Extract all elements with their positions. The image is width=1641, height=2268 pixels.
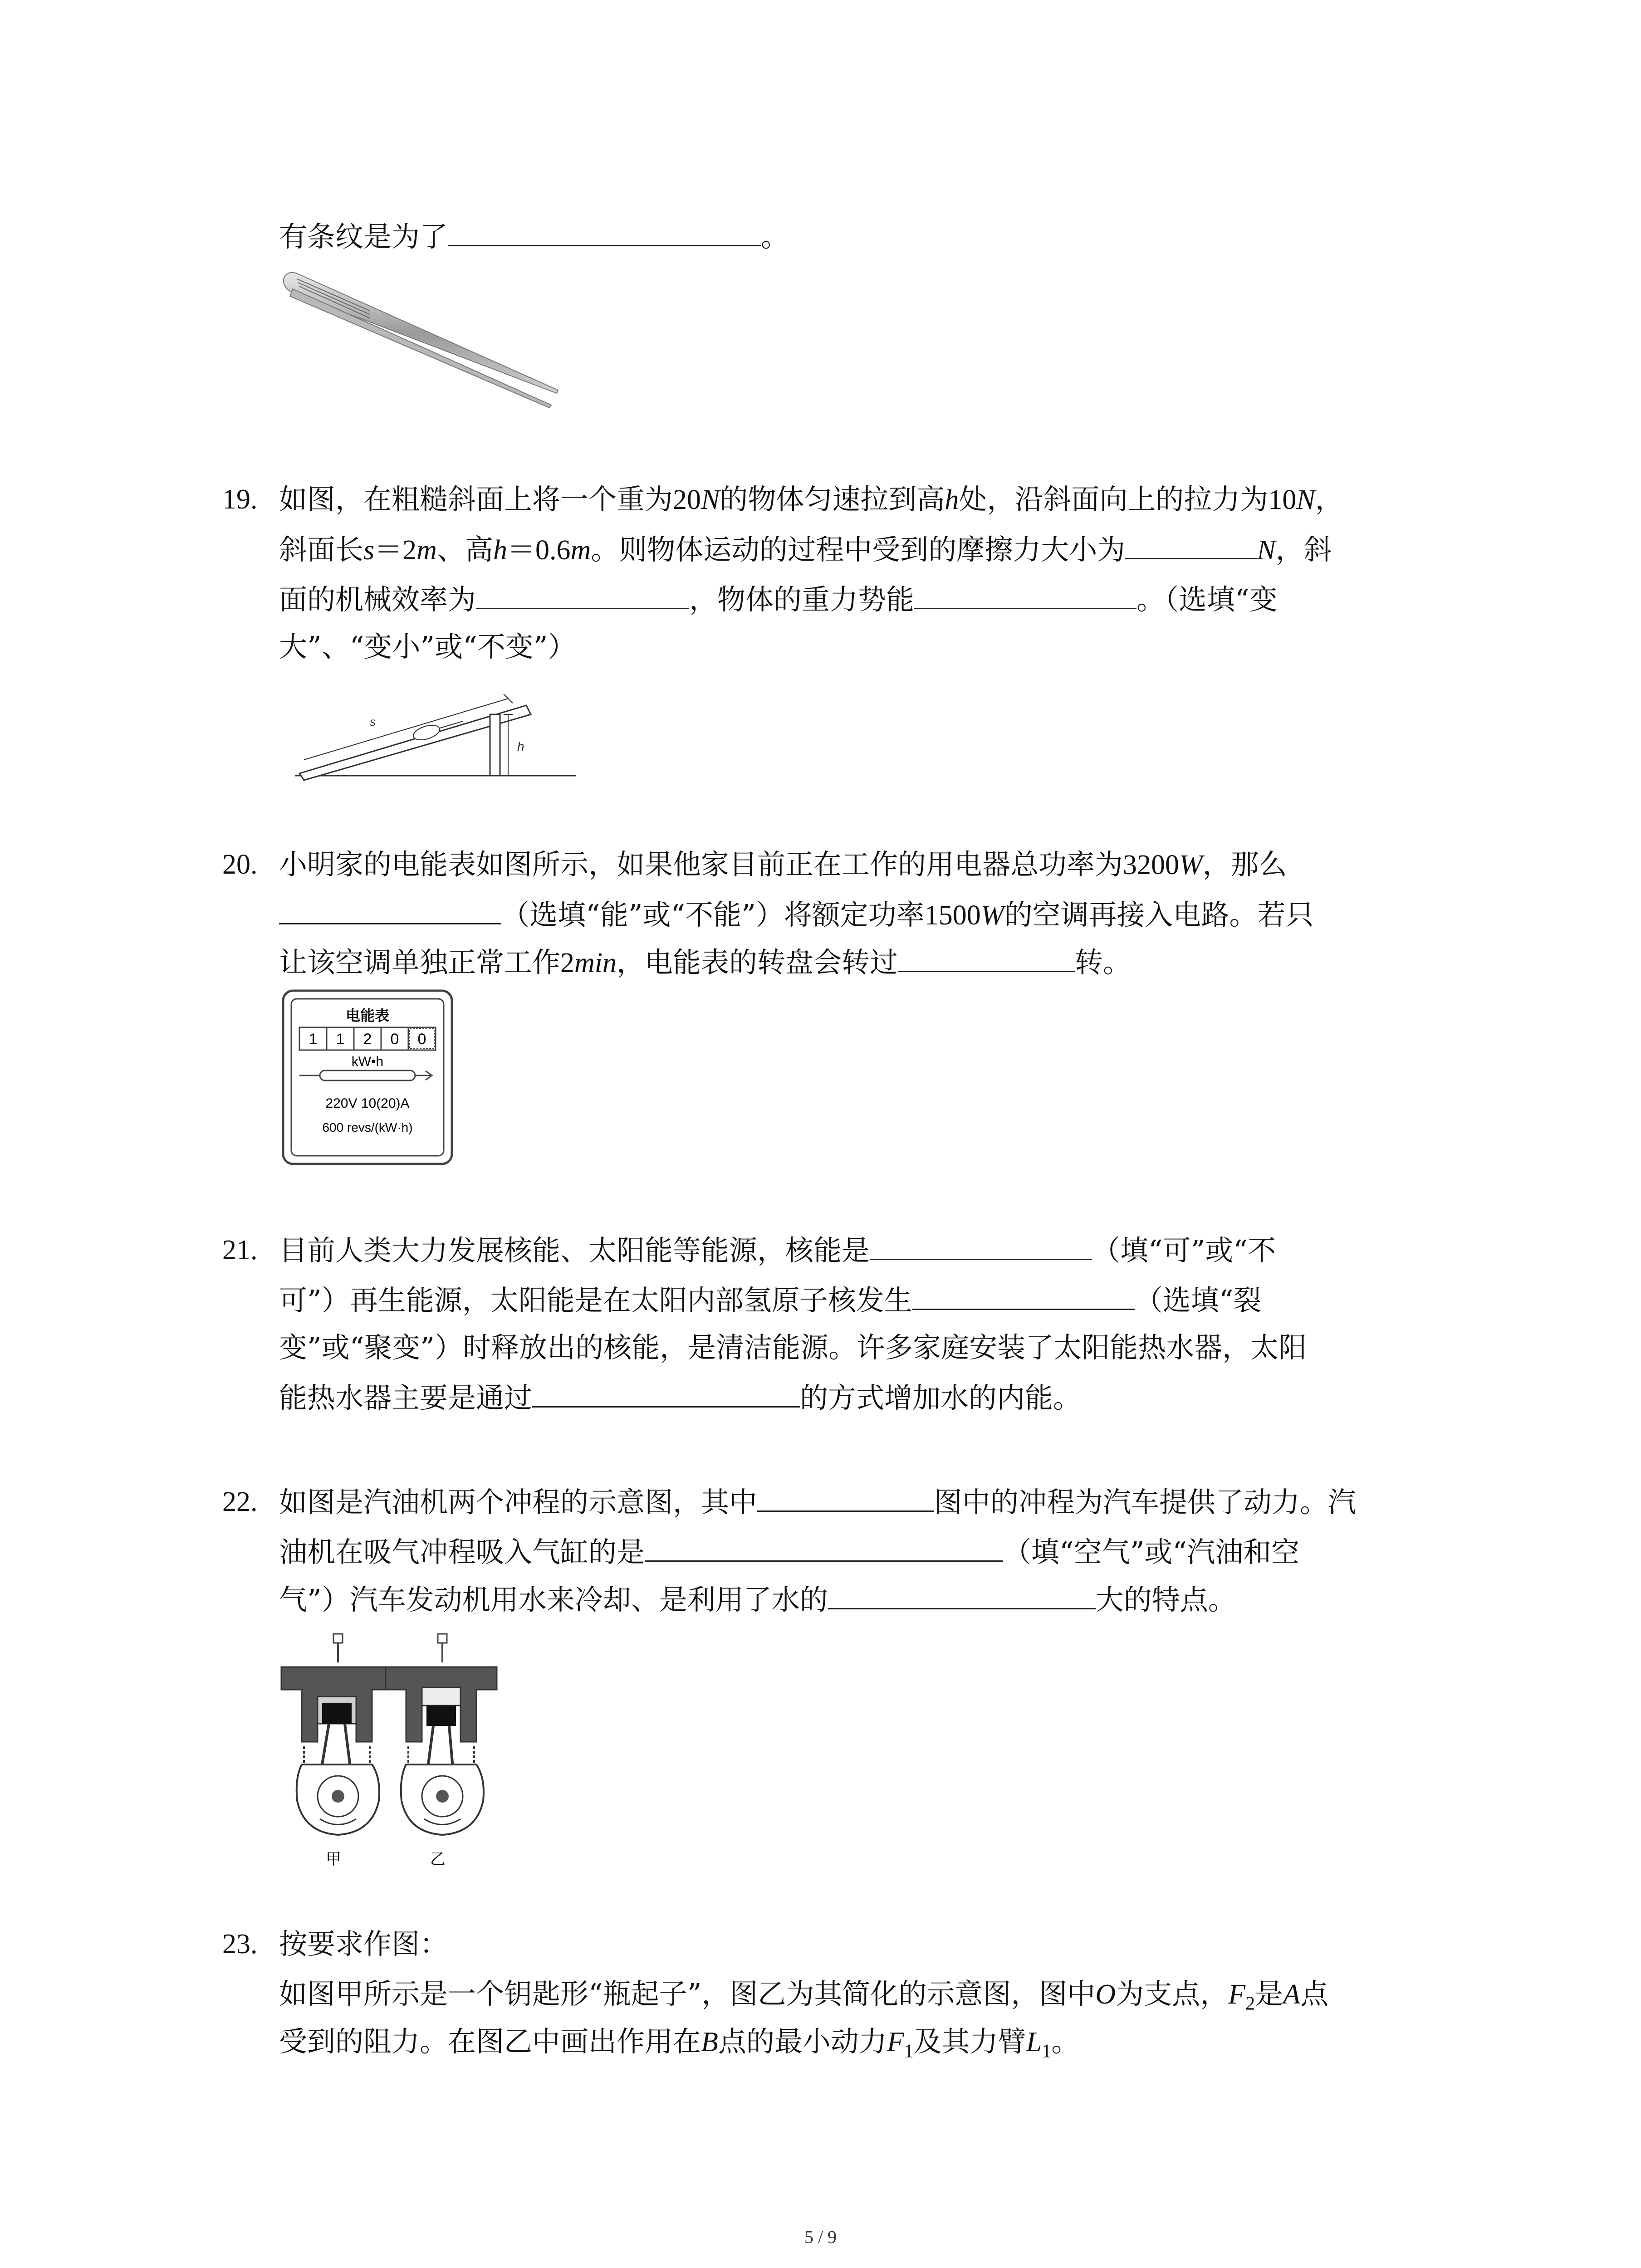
t: 10 <box>1268 484 1297 515</box>
q22-property-blank[interactable] <box>828 1585 1096 1609</box>
q20-can-connect-blank[interactable] <box>279 900 501 924</box>
t: O <box>1095 1979 1116 2010</box>
t: 是 <box>1255 1977 1283 2010</box>
t: 。 <box>1051 2025 1080 2058</box>
t: 斜面长 <box>279 533 364 566</box>
t: ，电能表的转盘会转过 <box>617 946 898 979</box>
t: L <box>1026 2027 1042 2058</box>
q21-fission-fusion-blank[interactable] <box>912 1286 1135 1310</box>
t: 面的机械效率为 <box>279 583 476 616</box>
t: 1500 <box>924 900 981 931</box>
t: 、高 <box>436 533 493 566</box>
q21-number: 21. <box>222 1235 258 1266</box>
q19-efficiency-blank[interactable] <box>476 585 689 609</box>
t: W <box>980 900 1004 931</box>
t: 的空调再接入电路。若只 <box>1004 898 1314 931</box>
q20-line-1 <box>279 850 1287 879</box>
t: 图中的冲程为汽车提供了动力。汽 <box>934 1486 1357 1519</box>
meter-rating: 220V 10(20)A <box>325 1096 410 1111</box>
t: min <box>574 948 617 978</box>
q18-line <box>279 222 789 251</box>
tweezers-figure <box>279 261 569 415</box>
t: 1 <box>1042 2041 1052 2062</box>
t: h <box>493 535 507 566</box>
q19-line-4: 大”、“变小”或“不变”） <box>279 630 576 663</box>
incline-figure <box>290 671 581 789</box>
t: m <box>570 535 591 566</box>
q21-method-blank[interactable] <box>532 1383 800 1408</box>
t: 处，沿斜面向上的拉力为 <box>959 483 1269 516</box>
t: 。（选填“变 <box>1136 583 1278 616</box>
q23-line-3 <box>279 2025 1080 2062</box>
t: 如图，在粗糙斜面上将一个重为 <box>279 483 673 516</box>
q19-number: 19. <box>222 484 258 515</box>
q20-line-3 <box>279 948 1131 977</box>
t: （选填“裂 <box>1134 1284 1262 1317</box>
t: ，斜 <box>1275 533 1332 566</box>
q19-line-1 <box>279 485 1343 514</box>
q22-number: 22. <box>222 1486 258 1517</box>
t: 如图甲所示是一个钥匙形“瓶起子”，图乙为其简化的示意图，图中 <box>279 1977 1096 2010</box>
q18-answer-blank[interactable] <box>448 222 761 246</box>
t: N <box>701 484 720 515</box>
q21-line-2 <box>279 1286 1261 1315</box>
engine-label-yi: 乙 <box>430 1851 446 1868</box>
engine-label-jia: 甲 <box>326 1851 341 1868</box>
t: 的方式增加水的内能。 <box>800 1381 1082 1414</box>
t: B <box>701 2027 718 2058</box>
t: 2 <box>402 535 417 566</box>
t: （填“可”或“不 <box>1092 1234 1276 1267</box>
q19-line-3 <box>279 585 1278 614</box>
t: 目前人类大力发展核能、太阳能等能源，核能是 <box>279 1234 870 1267</box>
t: ＝ <box>507 533 535 566</box>
t: 受到的阻力。在图乙中画出作用在 <box>279 2025 701 2058</box>
t: 如图是汽油机两个冲程的示意图，其中 <box>279 1486 758 1519</box>
q22-line-1 <box>279 1486 1357 1519</box>
q20-number: 20. <box>222 849 258 880</box>
t: 0.6 <box>535 535 571 566</box>
t: ，那么 <box>1202 848 1287 881</box>
meter-digit-2: 1 <box>336 1031 345 1048</box>
t: 1 <box>904 2041 914 2062</box>
q23-line-1: 按要求作图： <box>279 1927 448 1960</box>
engine-yi <box>386 1634 497 1868</box>
t: （选填“能”或“不能”）将额定功率 <box>501 898 925 931</box>
t: F <box>1228 1979 1246 2010</box>
q23-line-2 <box>279 1977 1328 2014</box>
engine-jia <box>281 1634 392 1868</box>
t: 油机在吸气冲程吸入气缸的是 <box>279 1535 645 1569</box>
meter-title: 电能表 <box>345 1007 390 1024</box>
t: 气”）汽车发动机用水来冷却、是利用了水的 <box>279 1583 828 1616</box>
t: 点 <box>1300 1977 1328 2010</box>
meter-digit-5: 0 <box>417 1031 426 1048</box>
page-number: 5 / 9 <box>804 2227 837 2247</box>
q19-potential-energy-blank[interactable] <box>914 585 1136 609</box>
q20-revolutions-blank[interactable] <box>898 948 1075 972</box>
t: 小明家的电能表如图所示，如果他家目前正在工作的用电器总功率为 <box>279 848 1123 881</box>
t: W <box>1179 850 1203 880</box>
q21-line-1 <box>279 1236 1276 1265</box>
t: ＝ <box>374 533 403 566</box>
q23-number: 23. <box>222 1929 258 1960</box>
t: 能热水器主要是通过 <box>279 1381 533 1414</box>
meter-digit-3: 2 <box>363 1031 372 1048</box>
t: 。则物体运动的过程中受到的摩擦力大小为 <box>591 533 1126 566</box>
q20-line-2 <box>279 900 1313 929</box>
meter-revs: 600 revs/(kW·h) <box>322 1120 413 1134</box>
q19-line-2 <box>279 535 1332 564</box>
t: 3200 <box>1123 850 1180 880</box>
t: ， <box>1315 483 1343 516</box>
q22-line-2 <box>279 1535 1300 1569</box>
t: 2 <box>1245 1993 1255 2014</box>
t: F <box>887 2027 904 2058</box>
q21-line-3: 变”或“聚变”）时释放出的核能，是清洁能源。许多家庭安装了太阳能热水器，太阳 <box>279 1331 1307 1364</box>
t: s <box>363 535 375 566</box>
engine-strokes-figure <box>277 1628 499 1882</box>
meter-digit-1: 1 <box>309 1031 318 1048</box>
t: 为支点， <box>1116 1977 1229 2010</box>
q21-line-4 <box>279 1383 1081 1412</box>
q22-power-stroke-blank[interactable] <box>757 1488 934 1512</box>
t: A <box>1283 1979 1300 2010</box>
q19-friction-blank[interactable] <box>1125 535 1257 559</box>
incline-label-h: h <box>517 739 524 753</box>
t: 大的特点。 <box>1095 1583 1236 1616</box>
t: 转。 <box>1075 946 1132 979</box>
t: h <box>945 484 959 515</box>
t: 可”）再生能源，太阳能是在太阳内部氢原子核发生 <box>279 1284 912 1317</box>
t: N <box>1257 535 1276 566</box>
t: 让该空调单独正常工作 <box>279 946 561 979</box>
electric-meter-figure <box>281 989 454 1166</box>
q18-text-end: 。 <box>761 220 789 253</box>
meter-digit-4: 0 <box>390 1031 399 1048</box>
q18-text: 有条纹是为了 <box>279 220 448 253</box>
meter-unit: kW•h <box>351 1054 384 1069</box>
t: 20 <box>673 484 701 515</box>
t: m <box>416 535 437 566</box>
t: 点的最小动力 <box>718 2025 887 2058</box>
t: 2 <box>560 948 575 978</box>
t: ，物体的重力势能 <box>689 583 915 616</box>
t: 的物体匀速拉到高 <box>720 483 945 516</box>
incline-label-s: s <box>370 715 376 728</box>
t: 及其力臂 <box>913 2025 1026 2058</box>
q22-line-3 <box>279 1585 1236 1614</box>
q22-intake-blank[interactable] <box>645 1538 1003 1562</box>
t: N <box>1296 484 1315 515</box>
q21-renewable-blank[interactable] <box>870 1236 1092 1260</box>
t: （填“空气”或“汽油和空 <box>1003 1535 1300 1569</box>
